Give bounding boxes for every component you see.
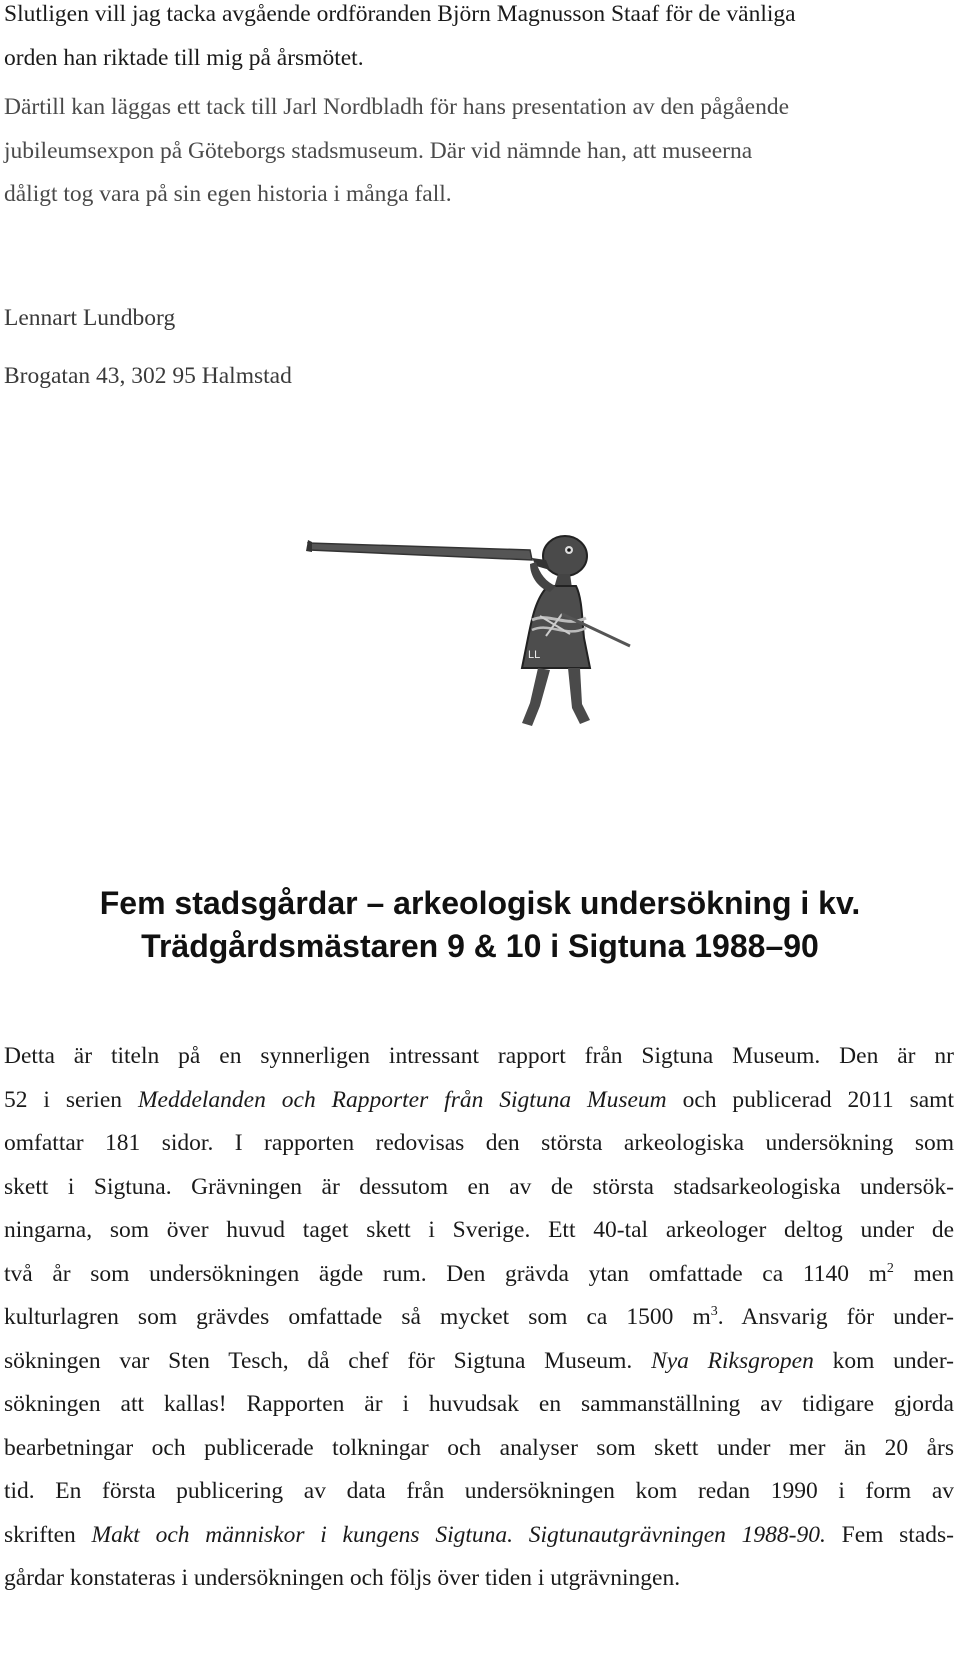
horn-blower-svg xyxy=(300,528,680,733)
superscript: 2 xyxy=(886,1260,894,1276)
text-line: omfattar 181 sidor. I rapporten redovisas den största arkeologiska undersökning som xyxy=(4,1130,954,1156)
signature-name: Lennart Lundborg xyxy=(4,305,176,331)
text-line: orden han riktade till mig på årsmötet. xyxy=(4,44,364,71)
nickname: Nya Riksgropen xyxy=(651,1347,814,1374)
text-line: ningarna, som över huvud taget skett i Sverige. Ett 40-tal arkeologer deltog under de xyxy=(4,1217,954,1243)
text-line: sökningen att kallas! Rapporten är i huvudsak en sammanställning av tidigare gjorda xyxy=(4,1391,954,1417)
intro-paragraph-1 xyxy=(4,0,954,80)
text-fragment: . Ansvarig för under- xyxy=(717,1304,954,1330)
text-line xyxy=(4,1514,954,1558)
text-fragment: 52 i serien xyxy=(4,1086,138,1113)
text-line: dåligt tog vara på sin egen historia i många fall. xyxy=(4,181,452,207)
series-title: Meddelanden och Rapporter från Sigtuna Museum xyxy=(137,1086,667,1113)
text-line: jubileumsexpon på Göteborgs stadsmuseum. Där vid nämnde han, att museerna xyxy=(4,137,753,164)
text-fragment: men xyxy=(893,1260,954,1287)
text-fragment: Fem stads- xyxy=(825,1521,954,1548)
horn-blower-illustration xyxy=(300,528,680,733)
text-fragment: skriften xyxy=(4,1521,92,1548)
text-fragment: sökningen var Sten Tesch, då chef för Sigtuna Museum. xyxy=(4,1347,652,1374)
text-line xyxy=(4,1079,954,1123)
publication-title: Makt och människor i kungens Sigtuna. Sigtunautgrävningen 1988-90. xyxy=(91,1521,826,1548)
text-fragment: och publicerad 2011 samt xyxy=(666,1086,954,1113)
article-body xyxy=(4,1035,954,1601)
heading-line: Trädgårdsmästaren 9 & 10 i Sigtuna 1988–90 xyxy=(141,928,819,964)
text-line: gårdar konstateras i undersökningen och följs över tiden i utgrävningen. xyxy=(4,1565,681,1591)
text-line xyxy=(4,1253,954,1297)
heading-line: Fem stadsgårdar – arkeologisk undersökning i kv. xyxy=(99,885,861,921)
article-heading xyxy=(0,882,960,968)
text-line xyxy=(4,1340,954,1384)
text-fragment: två år som undersökningen ägde rum. Den grävda ytan omfattade ca 1140 m xyxy=(4,1260,887,1287)
text-line: Detta är titeln på en synnerligen intressant rapport från Sigtuna Museum. Den är nr xyxy=(4,1043,954,1069)
text-line: skett i Sigtuna. Grävningen är dessutom en av de största stadsarkeologiska undersök- xyxy=(4,1173,954,1200)
text-fragment: kom under- xyxy=(813,1347,954,1374)
text-line: bearbetningar och publicerade tolkningar och analyser som skett under mer än 20 års xyxy=(4,1434,954,1461)
text-line: Slutligen vill jag tacka avgående ordföranden Björn Magnusson Staaf för de vänliga xyxy=(4,1,796,27)
superscript: 3 xyxy=(710,1304,718,1320)
text-line: tid. En första publicering av data från undersökningen kom redan 1990 i form av xyxy=(4,1478,954,1504)
text-line xyxy=(4,1296,954,1340)
text-line: Därtill kan läggas ett tack till Jarl Nordbladh för hans presentation av den pågående xyxy=(4,94,790,120)
signature-address: Brogatan 43, 302 95 Halmstad xyxy=(4,363,292,389)
illustration-label: LL xyxy=(528,649,541,661)
text-fragment: kulturlagren som grävdes omfattade så mycket som ca 1500 m xyxy=(4,1304,711,1330)
intro-paragraph-2 xyxy=(4,86,954,217)
